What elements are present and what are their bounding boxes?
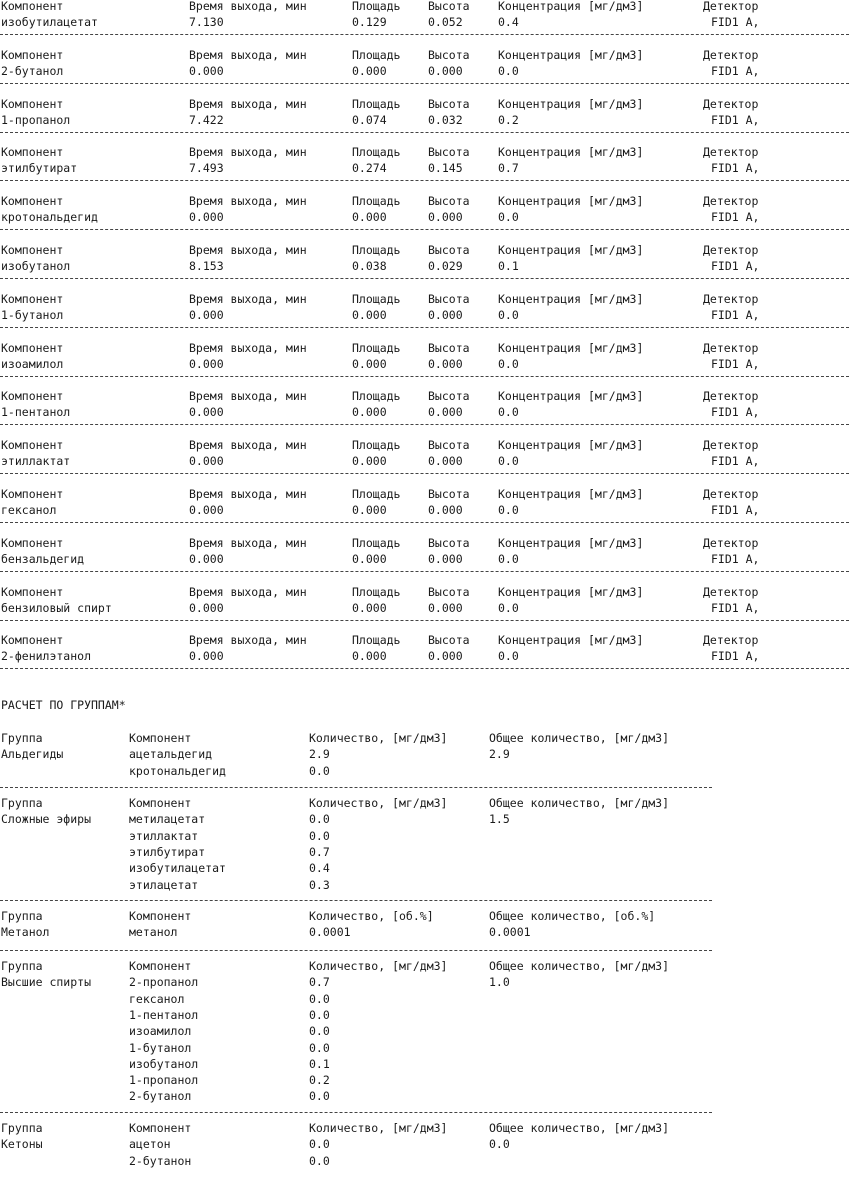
- header-component: Компонент: [1, 535, 64, 550]
- header-retention-time: Время выхода, мин: [189, 633, 307, 648]
- value-rt: 0.000: [189, 210, 224, 225]
- dashed-divider: [0, 571, 849, 572]
- value-name: этиллактат: [1, 454, 71, 469]
- value-name: бензальдегид: [1, 551, 85, 566]
- header-height: Высота: [428, 145, 470, 160]
- header-detector: Детектор: [703, 291, 759, 306]
- header-retention-time: Время выхода, мин: [189, 340, 307, 355]
- header-area: Площадь: [352, 0, 401, 13]
- dashed-divider: [0, 668, 849, 669]
- header-detector: Детектор: [703, 535, 759, 550]
- group-item-qty: 0.3: [309, 877, 330, 892]
- group-item-qty: 0.0: [309, 1137, 330, 1152]
- header-height: Высота: [428, 96, 470, 111]
- group-item-qty: 0.2: [309, 1073, 330, 1088]
- value-conc: 0.0: [498, 454, 519, 469]
- value-conc: 0.0: [498, 63, 519, 78]
- header-concentration: Концентрация [мг/дм3]: [498, 194, 644, 209]
- group-total: 1.5: [489, 812, 510, 827]
- group-item-component: гексанол: [129, 991, 185, 1006]
- value-rt: 0.000: [189, 405, 224, 420]
- header-detector: Детектор: [703, 584, 759, 599]
- group-item-qty: 0.0: [309, 1153, 330, 1168]
- header-area: Площадь: [352, 535, 401, 550]
- header-retention-time: Время выхода, мин: [189, 242, 307, 257]
- group-header-label: Группа: [1, 796, 43, 810]
- header-detector: Детектор: [703, 145, 759, 160]
- header-detector: Детектор: [703, 96, 759, 111]
- group-item-qty: 0.7: [309, 844, 330, 859]
- group-divider: [0, 1112, 712, 1113]
- value-conc: 0.0: [498, 649, 519, 664]
- header-component: Компонент: [1, 194, 64, 209]
- header-concentration: Концентрация [мг/дм3]: [498, 438, 644, 453]
- value-name: изобутанол: [1, 258, 71, 273]
- value-rt: 7.130: [189, 15, 224, 29]
- group-name: Альдегиды: [1, 747, 64, 762]
- header-detector: Детектор: [703, 0, 759, 13]
- header-area: Площадь: [352, 291, 401, 306]
- component-block: [0, 244, 849, 293]
- header-detector: Детектор: [703, 486, 759, 501]
- group-total: 0.0001: [489, 925, 531, 940]
- value-height: 0.000: [428, 551, 463, 566]
- header-area: Площадь: [352, 633, 401, 648]
- group-item-qty: 0.0: [309, 1024, 330, 1039]
- group-header-label: Группа: [1, 1121, 43, 1135]
- value-conc: 0.0: [498, 307, 519, 322]
- header-retention-time: Время выхода, мин: [189, 47, 307, 62]
- value-detector: FID1 A,: [711, 258, 760, 273]
- group-item-qty: 0.0: [309, 763, 330, 778]
- header-concentration: Концентрация [мг/дм3]: [498, 535, 644, 550]
- value-area: 0.074: [352, 112, 387, 127]
- value-area: 0.000: [352, 600, 387, 615]
- dashed-divider: [0, 376, 849, 377]
- header-detector: Детектор: [703, 438, 759, 453]
- value-conc: 0.2: [498, 112, 519, 127]
- value-height: 0.029: [428, 258, 463, 273]
- value-detector: FID1 A,: [711, 210, 760, 225]
- value-rt: 0.000: [189, 356, 224, 371]
- value-detector: FID1 A,: [711, 405, 760, 420]
- header-area: Площадь: [352, 96, 401, 111]
- value-height: 0.000: [428, 649, 463, 664]
- component-block: [0, 49, 849, 98]
- header-retention-time: Время выхода, мин: [189, 194, 307, 209]
- header-concentration: Концентрация [мг/дм3]: [498, 0, 644, 13]
- header-height: Высота: [428, 0, 470, 13]
- header-detector: Детектор: [703, 340, 759, 355]
- group-item-qty: 0.0: [309, 812, 330, 827]
- value-rt: 0.000: [189, 551, 224, 566]
- value-height: 0.000: [428, 502, 463, 517]
- value-height: 0.000: [428, 356, 463, 371]
- header-detector: Детектор: [703, 389, 759, 404]
- value-rt: 8.153: [189, 258, 224, 273]
- header-component: Компонент: [1, 633, 64, 648]
- header-concentration: Концентрация [мг/дм3]: [498, 291, 644, 306]
- group-header-component: Компонент: [129, 1121, 192, 1135]
- header-component: Компонент: [1, 47, 64, 62]
- group-name: Кетоны: [1, 1137, 43, 1152]
- value-area: 0.129: [352, 15, 387, 29]
- component-block: [0, 195, 849, 244]
- header-detector: Детектор: [703, 47, 759, 62]
- group-header-total: Общее количество, [мг/дм3]: [489, 1121, 670, 1135]
- header-retention-time: Время выхода, мин: [189, 535, 307, 550]
- header-concentration: Концентрация [мг/дм3]: [498, 242, 644, 257]
- value-detector: FID1 A,: [711, 161, 760, 176]
- header-retention-time: Время выхода, мин: [189, 584, 307, 599]
- value-height: 0.000: [428, 600, 463, 615]
- value-conc: 0.4: [498, 15, 519, 29]
- header-component: Компонент: [1, 340, 64, 355]
- header-height: Высота: [428, 47, 470, 62]
- header-component: Компонент: [1, 584, 64, 599]
- value-height: 0.000: [428, 405, 463, 420]
- component-block: [0, 146, 849, 195]
- header-component: Компонент: [1, 96, 64, 111]
- header-detector: Детектор: [703, 194, 759, 209]
- component-block: [0, 537, 849, 586]
- group-name: Сложные эфиры: [1, 812, 92, 827]
- group-item-component: 1-бутанол: [129, 1040, 192, 1055]
- value-area: 0.000: [352, 551, 387, 566]
- group-item-qty: 0.0: [309, 1040, 330, 1055]
- component-block: [0, 342, 849, 391]
- group-header-qty: Количество, [мг/дм3]: [309, 731, 448, 745]
- value-area: 0.000: [352, 307, 387, 322]
- header-height: Высота: [428, 633, 470, 648]
- header-retention-time: Время выхода, мин: [189, 291, 307, 306]
- value-rt: 7.422: [189, 112, 224, 127]
- group-item-component: этиллактат: [129, 828, 199, 843]
- header-concentration: Концентрация [мг/дм3]: [498, 96, 644, 111]
- value-height: 0.000: [428, 307, 463, 322]
- header-concentration: Концентрация [мг/дм3]: [498, 47, 644, 62]
- group-item-qty: 0.0: [309, 991, 330, 1006]
- value-area: 0.000: [352, 502, 387, 517]
- group-item-qty: 0.0: [309, 828, 330, 843]
- group-item-qty: 0.0001: [309, 925, 351, 940]
- header-height: Высота: [428, 194, 470, 209]
- value-rt: 0.000: [189, 649, 224, 664]
- value-detector: FID1 A,: [711, 454, 760, 469]
- group-header-component: Компонент: [129, 909, 192, 923]
- value-detector: FID1 A,: [711, 502, 760, 517]
- header-area: Площадь: [352, 47, 401, 62]
- header-retention-time: Время выхода, мин: [189, 389, 307, 404]
- group-item-component: 2-бутанол: [129, 1089, 192, 1104]
- header-component: Компонент: [1, 0, 64, 13]
- group-item-component: ацетальдегид: [129, 747, 213, 762]
- header-concentration: Концентрация [мг/дм3]: [498, 633, 644, 648]
- group-item-qty: 0.7: [309, 975, 330, 990]
- group-item-component: 2-бутанон: [129, 1153, 192, 1168]
- value-rt: 0.000: [189, 600, 224, 615]
- header-detector: Детектор: [703, 633, 759, 648]
- header-height: Высота: [428, 438, 470, 453]
- value-name: кротональдегид: [1, 210, 98, 225]
- value-area: 0.000: [352, 405, 387, 420]
- component-block: [0, 488, 849, 537]
- dashed-divider: [0, 424, 849, 425]
- group-header-qty: Количество, [мг/дм3]: [309, 1121, 448, 1135]
- value-area: 0.000: [352, 454, 387, 469]
- header-component: Компонент: [1, 389, 64, 404]
- header-height: Высота: [428, 584, 470, 599]
- group-item-component: 2-пропанол: [129, 975, 199, 990]
- dashed-divider: [0, 278, 849, 279]
- dashed-divider: [0, 132, 849, 133]
- value-rt: 0.000: [189, 63, 224, 78]
- group-item-component: ацетон: [129, 1137, 171, 1152]
- value-name: бензиловый спирт: [1, 600, 112, 615]
- header-area: Площадь: [352, 486, 401, 501]
- header-concentration: Концентрация [мг/дм3]: [498, 389, 644, 404]
- dashed-divider: [0, 522, 849, 523]
- group-total: 1.0: [489, 975, 510, 990]
- header-concentration: Концентрация [мг/дм3]: [498, 584, 644, 599]
- header-area: Площадь: [352, 194, 401, 209]
- component-block: [0, 293, 849, 342]
- group-header-component: Компонент: [129, 959, 192, 973]
- header-retention-time: Время выхода, мин: [189, 486, 307, 501]
- header-component: Компонент: [1, 242, 64, 257]
- dashed-divider: [0, 180, 849, 181]
- header-component: Компонент: [1, 291, 64, 306]
- dashed-divider: [0, 327, 849, 328]
- group-item-component: изобутанол: [129, 1056, 199, 1071]
- group-item-qty: 2.9: [309, 747, 330, 762]
- group-name: Метанол: [1, 925, 50, 940]
- group-item-component: 1-пентанол: [129, 1007, 199, 1022]
- value-area: 0.000: [352, 649, 387, 664]
- value-detector: FID1 A,: [711, 551, 760, 566]
- value-conc: 0.0: [498, 356, 519, 371]
- value-detector: FID1 A,: [711, 63, 760, 78]
- dashed-divider: [0, 229, 849, 230]
- dashed-divider: [0, 34, 849, 35]
- group-item-component: метанол: [129, 925, 178, 940]
- value-conc: 0.0: [498, 502, 519, 517]
- group-item-component: кротональдегид: [129, 763, 226, 778]
- group-header-label: Группа: [1, 959, 43, 973]
- value-conc: 0.7: [498, 161, 519, 176]
- group-header-total: Общее количество, [мг/дм3]: [489, 959, 670, 973]
- group-header-component: Компонент: [129, 731, 192, 745]
- group-item-qty: 0.4: [309, 861, 330, 876]
- value-rt: 0.000: [189, 502, 224, 517]
- header-retention-time: Время выхода, мин: [189, 438, 307, 453]
- header-component: Компонент: [1, 438, 64, 453]
- header-height: Высота: [428, 486, 470, 501]
- header-area: Площадь: [352, 145, 401, 160]
- group-header-qty: Количество, [мг/дм3]: [309, 796, 448, 810]
- header-concentration: Концентрация [мг/дм3]: [498, 340, 644, 355]
- group-item-component: 1-пропанол: [129, 1073, 199, 1088]
- header-concentration: Концентрация [мг/дм3]: [498, 486, 644, 501]
- header-retention-time: Время выхода, мин: [189, 0, 307, 13]
- value-height: 0.000: [428, 210, 463, 225]
- component-block: [0, 0, 849, 49]
- component-block: [0, 439, 849, 488]
- value-rt: 7.493: [189, 161, 224, 176]
- header-detector: Детектор: [703, 242, 759, 257]
- group-item-component: изоамилол: [129, 1024, 192, 1039]
- value-detector: FID1 A,: [711, 649, 760, 664]
- header-retention-time: Время выхода, мин: [189, 145, 307, 160]
- header-area: Площадь: [352, 340, 401, 355]
- value-name: 1-бутанол: [1, 307, 64, 322]
- header-height: Высота: [428, 242, 470, 257]
- group-header-total: Общее количество, [мг/дм3]: [489, 731, 670, 745]
- header-retention-time: Время выхода, мин: [189, 96, 307, 111]
- value-height: 0.145: [428, 161, 463, 176]
- value-conc: 0.0: [498, 210, 519, 225]
- group-header-component: Компонент: [129, 796, 192, 810]
- group-divider: [0, 950, 712, 951]
- header-area: Площадь: [352, 242, 401, 257]
- header-area: Площадь: [352, 584, 401, 599]
- header-area: Площадь: [352, 438, 401, 453]
- value-height: 0.000: [428, 63, 463, 78]
- value-detector: FID1 A,: [711, 15, 760, 29]
- group-divider: [0, 900, 712, 901]
- header-concentration: Концентрация [мг/дм3]: [498, 145, 644, 160]
- group-item-component: метилацетат: [129, 812, 206, 827]
- group-header-total: Общее количество, [об.%]: [489, 909, 656, 923]
- component-block: [0, 634, 849, 683]
- value-height: 0.000: [428, 454, 463, 469]
- value-area: 0.038: [352, 258, 387, 273]
- value-height: 0.052: [428, 15, 463, 29]
- value-name: 2-фенилэтанол: [1, 649, 92, 664]
- value-area: 0.000: [352, 356, 387, 371]
- header-area: Площадь: [352, 389, 401, 404]
- group-item-qty: 0.1: [309, 1056, 330, 1071]
- component-block: [0, 98, 849, 147]
- header-height: Высота: [428, 340, 470, 355]
- header-component: Компонент: [1, 145, 64, 160]
- value-conc: 0.1: [498, 258, 519, 273]
- component-block: [0, 390, 849, 439]
- value-name: изоамилол: [1, 356, 64, 371]
- header-component: Компонент: [1, 486, 64, 501]
- value-detector: FID1 A,: [711, 112, 760, 127]
- value-area: 0.274: [352, 161, 387, 176]
- group-total: 2.9: [489, 747, 510, 762]
- group-total: 0.0: [489, 1137, 510, 1152]
- value-detector: FID1 A,: [711, 600, 760, 615]
- group-item-component: изобутилацетат: [129, 861, 226, 876]
- group-item-component: этилбутират: [129, 844, 206, 859]
- value-area: 0.000: [352, 210, 387, 225]
- value-name: 1-пентанол: [1, 405, 71, 420]
- value-name: изобутилацетат: [1, 15, 98, 29]
- group-header-label: Группа: [1, 909, 43, 923]
- value-conc: 0.0: [498, 600, 519, 615]
- group-header-total: Общее количество, [мг/дм3]: [489, 796, 670, 810]
- value-area: 0.000: [352, 63, 387, 78]
- value-detector: FID1 A,: [711, 307, 760, 322]
- value-rt: 0.000: [189, 307, 224, 322]
- dashed-divider: [0, 83, 849, 84]
- value-conc: 0.0: [498, 551, 519, 566]
- value-height: 0.032: [428, 112, 463, 127]
- dashed-divider: [0, 620, 849, 621]
- group-item-qty: 0.0: [309, 1007, 330, 1022]
- value-name: 1-пропанол: [1, 112, 71, 127]
- group-header-label: Группа: [1, 731, 43, 745]
- value-conc: 0.0: [498, 405, 519, 420]
- groups-title: РАСЧЕТ ПО ГРУППАМ*: [1, 698, 126, 712]
- group-header-qty: Количество, [мг/дм3]: [309, 959, 448, 973]
- value-detector: FID1 A,: [711, 356, 760, 371]
- group-name: Высшие спирты: [1, 975, 92, 990]
- value-name: 2-бутанол: [1, 63, 64, 78]
- dashed-divider: [0, 473, 849, 474]
- group-item-component: этилацетат: [129, 877, 199, 892]
- value-rt: 0.000: [189, 454, 224, 469]
- group-divider: [0, 787, 712, 788]
- value-name: этилбутират: [1, 161, 78, 176]
- header-height: Высота: [428, 291, 470, 306]
- group-item-qty: 0.0: [309, 1089, 330, 1104]
- header-height: Высота: [428, 535, 470, 550]
- component-block: [0, 586, 849, 635]
- value-name: гексанол: [1, 502, 57, 517]
- group-header-qty: Количество, [об.%]: [309, 909, 434, 923]
- header-height: Высота: [428, 389, 470, 404]
